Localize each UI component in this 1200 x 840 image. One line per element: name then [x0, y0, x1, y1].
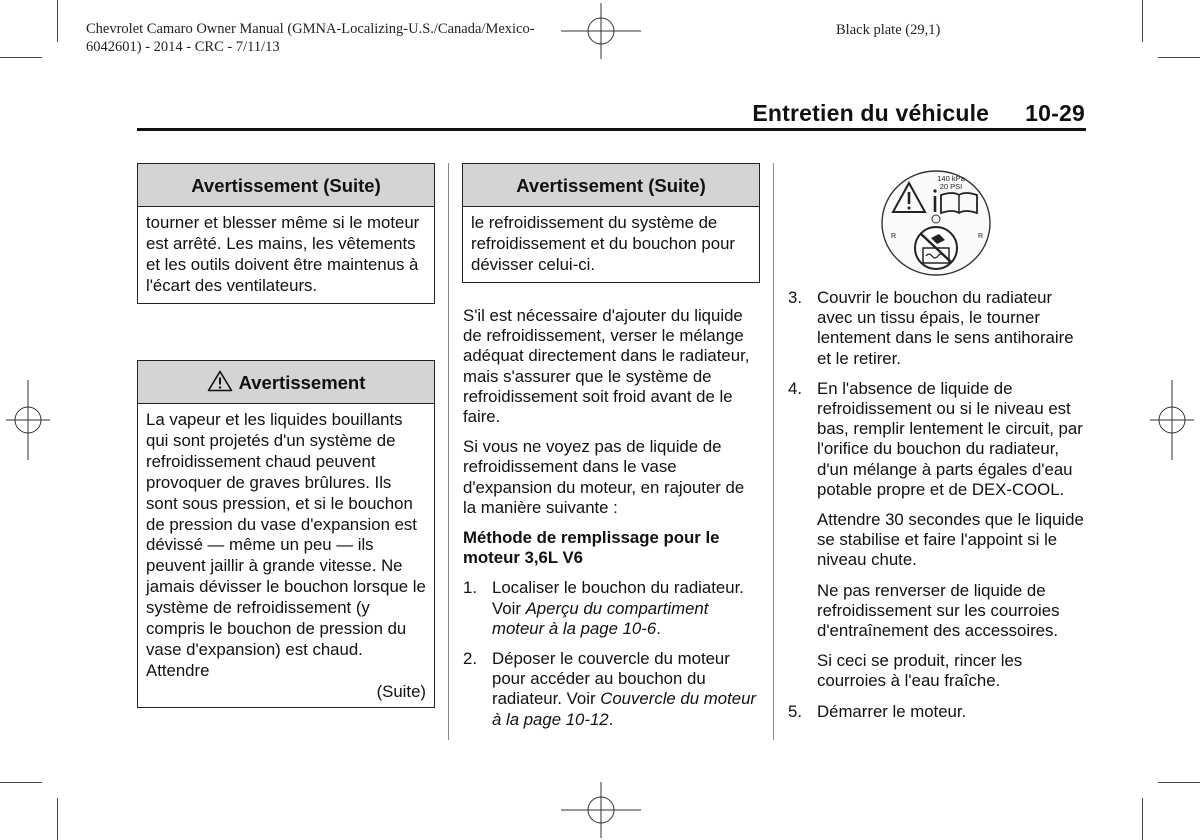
step-note: Ne pas renverser de liquide de refroidissement sur les courroies d'entraînement des accessoires.: [817, 580, 1060, 641]
list-item: [788, 702, 1084, 722]
page-title: [752, 100, 1085, 127]
cross-reference-link[interactable]: Couvercle du moteur à la page 10-12: [492, 689, 756, 729]
warning-heading: Avertissement: [238, 372, 366, 393]
warning-box-continued: [137, 163, 435, 304]
header-line-1: Chevrolet Camaro Owner Manual (GMNA-Localizing-U.S./Canada/Mexico-: [86, 21, 535, 37]
warning-heading-row: [138, 361, 434, 404]
step-note: Attendre 30 secondes que le liquide se stabilise et faire l'appoint si le niveau chute.: [817, 510, 1084, 570]
step-body: Déposer le couvercle du moteur pour accéder au bouchon du radiateur. Voir: [492, 649, 730, 709]
step-number: 3.: [788, 288, 802, 307]
section-title: Entretien du véhicule: [752, 100, 990, 126]
cap-mark-left: R: [891, 233, 897, 240]
column-divider: [773, 163, 774, 740]
warning-heading: Avertissement (Suite): [138, 164, 434, 207]
plate-label: Black plate (29,1): [836, 22, 941, 38]
header-line-2: 6042601) - 2014 - CRC - 7/11/13: [86, 39, 280, 55]
no-open-hot-icon: [915, 227, 957, 269]
paragraph: Si vous ne voyez pas de liquide de refroidissement dans le vase d'expansion du moteur, en rajouter de la manière suivante :: [463, 437, 745, 517]
warning-box: [137, 360, 435, 708]
crop-mark: [1158, 782, 1200, 783]
radiator-cap-warning-label: [879, 168, 995, 278]
warning-box-continued: [462, 163, 760, 283]
crop-mark: [0, 782, 42, 783]
cross-reference-link[interactable]: Aperçu du compartiment moteur à la page 10-6: [492, 598, 709, 638]
crop-mark: [57, 798, 58, 840]
step-note: Si ceci se produit, rincer les courroies à l'eau fraîche.: [817, 651, 1023, 691]
list-item: [463, 578, 758, 639]
step-text: Démarrer le moteur.: [817, 701, 967, 721]
warning-heading: Avertissement (Suite): [463, 164, 759, 207]
step-end: .: [656, 618, 661, 638]
warning-triangle-icon: [207, 370, 233, 392]
crop-mark: [1142, 0, 1143, 42]
cap-mark-right: R: [978, 233, 984, 240]
step-end: .: [608, 709, 614, 729]
step-body: Localiser le bouchon du radiateur. Voir: [492, 578, 744, 618]
registration-mark-right: [1150, 380, 1194, 460]
column-2-text: [463, 306, 758, 740]
step-number: 2.: [463, 649, 477, 669]
registration-mark-left: [6, 380, 50, 460]
warning-text: le refroidissement du système de refroidissement et du bouchon pour dévisser celui-ci.: [471, 213, 736, 274]
continued-label: (Suite): [376, 681, 426, 701]
list-item: [788, 379, 1084, 500]
crop-mark: [0, 57, 42, 58]
title-rule: [137, 128, 1086, 131]
procedure-heading: Méthode de remplissage pour le moteur 3,6L V6: [463, 528, 720, 568]
registration-mark-bottom: [561, 782, 641, 838]
warning-text: tourner et blesser même si le moteur est arrêté. Les mains, les vêtements et les outils doivent être maintenus à l'écart des ventilateurs.: [146, 213, 420, 295]
list-item: [463, 649, 758, 730]
step-text: [492, 578, 758, 639]
crop-mark: [1142, 798, 1143, 840]
column-3-text: [788, 288, 1084, 732]
step-number: 4.: [788, 378, 802, 398]
step-text: Couvrir le bouchon du radiateur avec un tissu épais, le tourner lentement dans le sens antihoraire et le retirer.: [817, 288, 1074, 368]
crop-mark: [1158, 57, 1200, 58]
step-text: [492, 649, 758, 730]
registration-mark-top: [561, 3, 641, 59]
step-number: 1.: [463, 578, 477, 598]
warning-text: La vapeur et les liquides bouillants qui sont projetés d'un système de refroidissement chaud peuvent provoquer de graves brûlures. Ils sont sous pression, et si le bouchon de pression du vase d'expansion est dévissé — même un peu — ils peuvent jaillir à grande vitesse. Ne jamais dévisser le bouchon lorsque le système de refroidissement (y compris le bouchon de pression du vase d'expansion) est chaud. Attendre: [146, 410, 426, 680]
list-item: [788, 288, 1084, 369]
step-number: 5.: [788, 701, 802, 721]
crop-mark: [57, 0, 58, 42]
paragraph: S'il est nécessaire d'ajouter du liquide de refroidissement, verser le mélange adéquat directement dans le radiateur, mais s'assurer que le système de refroidissement soit froid avant de le faire.: [463, 306, 750, 427]
pressure-psi-text: 20 PSI: [939, 182, 963, 191]
document-header: [86, 20, 535, 56]
step-text: En l'absence de liquide de refroidissement ou si le niveau est bas, remplir lentement le circuit, par l'orifice du bouchon du radiateur, d'un mélange à parts égales d'eau potable propre et de DEX-COOL.: [817, 378, 1083, 499]
column-divider: [448, 163, 449, 740]
page-number: 10-29: [1025, 100, 1085, 126]
pressure-kpa-text: 140 kPa: [937, 174, 965, 183]
warning-body: [138, 404, 434, 707]
